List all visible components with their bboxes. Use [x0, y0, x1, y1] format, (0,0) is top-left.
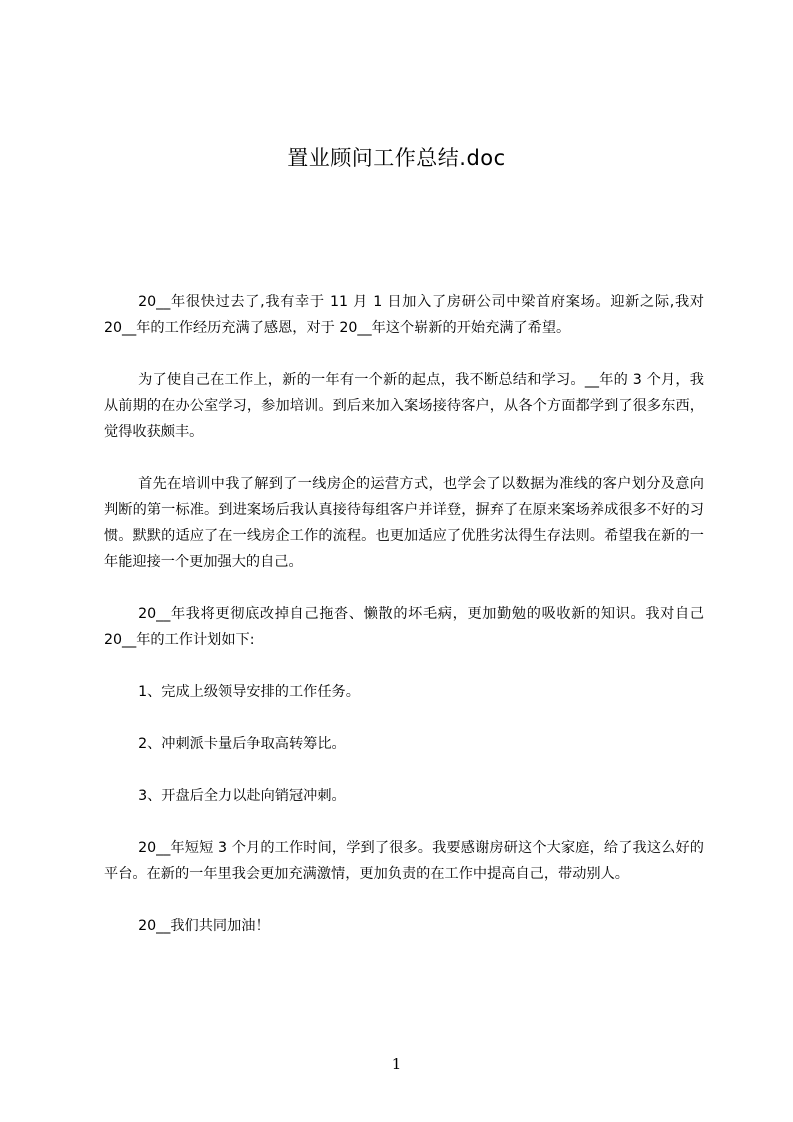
paragraph-training: 首先在培训中我了解到了一线房企的运营方式，也学会了以数据为准线的客户划分及意向判断的第一标准。到进案场后我认真接待每组客户并详登，摒弃了在原来案场养成很多不好的习惯。默默的适应了在一线房企工作的流程。也更加适应了优胜劣汰得生存法则。希望我在新的一年能迎接一个更加强大的自己。	[104, 476, 704, 570]
plan-item-3: 3、开盘后全力以赴向销冠冲刺。	[138, 788, 346, 804]
page-number: 1	[391, 1055, 402, 1073]
plan-item-1: 1、完成上级领导安排的工作任务。	[138, 684, 360, 700]
paragraph-intro: 20__年很快过去了,我有幸于 11 月 1 日加入了房研公司中梁首府案场。迎新之际,我对 20__年的工作经历充满了感恩，对于 20__年这个崭新的开始充满了希望。	[104, 294, 704, 336]
plan-item-2: 2、冲刺派卡量后争取高转筹比。	[138, 736, 346, 752]
paragraph-closing: 20__我们共同加油！	[138, 918, 270, 934]
paragraph-thanks: 20__年短短 3 个月的工作时间，学到了很多。我要感谢房研这个大家庭，给了我这么好的平台。在新的一年里我会更加充满激情，更加负责的在工作中提高自己，带动别人。	[104, 840, 704, 882]
document-title: 置业顾问工作总结.doc	[287, 146, 506, 170]
paragraph-plan-intro: 20__年我将更彻底改掉自己拖沓、懒散的坏毛病，更加勤勉的吸收新的知识。我对自己 20__年的工作计划如下:	[104, 606, 704, 648]
document-body	[104, 289, 704, 965]
paragraph-learning: 为了使自己在工作上，新的一年有一个新的起点，我不断总结和学习。__年的 3 个月，我从前期的在办公室学习，参加培训。到后来加入案场接待客户，从各个方面都学到了很多东西，觉得收获颇丰。	[104, 372, 704, 440]
